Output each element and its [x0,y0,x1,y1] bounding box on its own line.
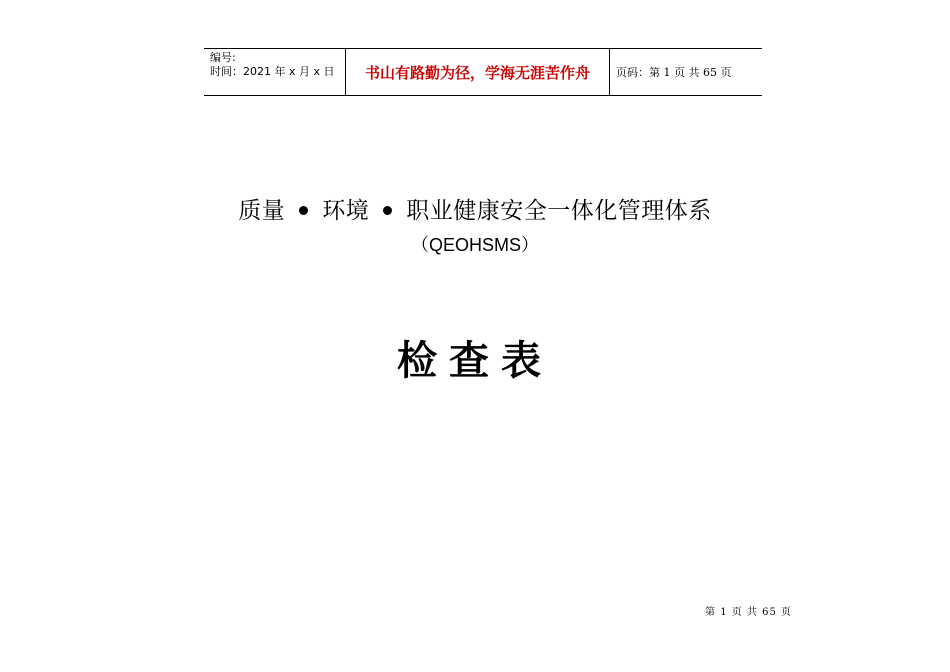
header-meta-cell [204,49,346,95]
bullet-dot-icon [383,206,392,215]
page-footer: 第 1 页 共 65 页 [705,607,792,618]
header-page-cell [610,49,762,95]
header-slogan-cell [346,49,610,95]
document-number-label: 编号: [210,51,236,64]
bullet-dot-icon [299,206,308,215]
system-abbreviation: （QEOHSMS） [410,235,539,255]
document-header [204,48,762,96]
document-main-title: 检查表 [397,337,553,384]
title-environment: 环境 [322,198,370,224]
system-title [0,196,950,226]
title-ohs: 职业健康安全一体化管理体系 [406,198,712,224]
title-quality: 质量 [238,198,286,224]
header-page-info: 页码：第 1 页 共 65 页 [616,66,732,79]
document-date: 时间：2021 年 x 月 x 日 [210,65,335,78]
header-slogan: 书山有路勤为径，学海无涯苦作舟 [364,63,590,82]
